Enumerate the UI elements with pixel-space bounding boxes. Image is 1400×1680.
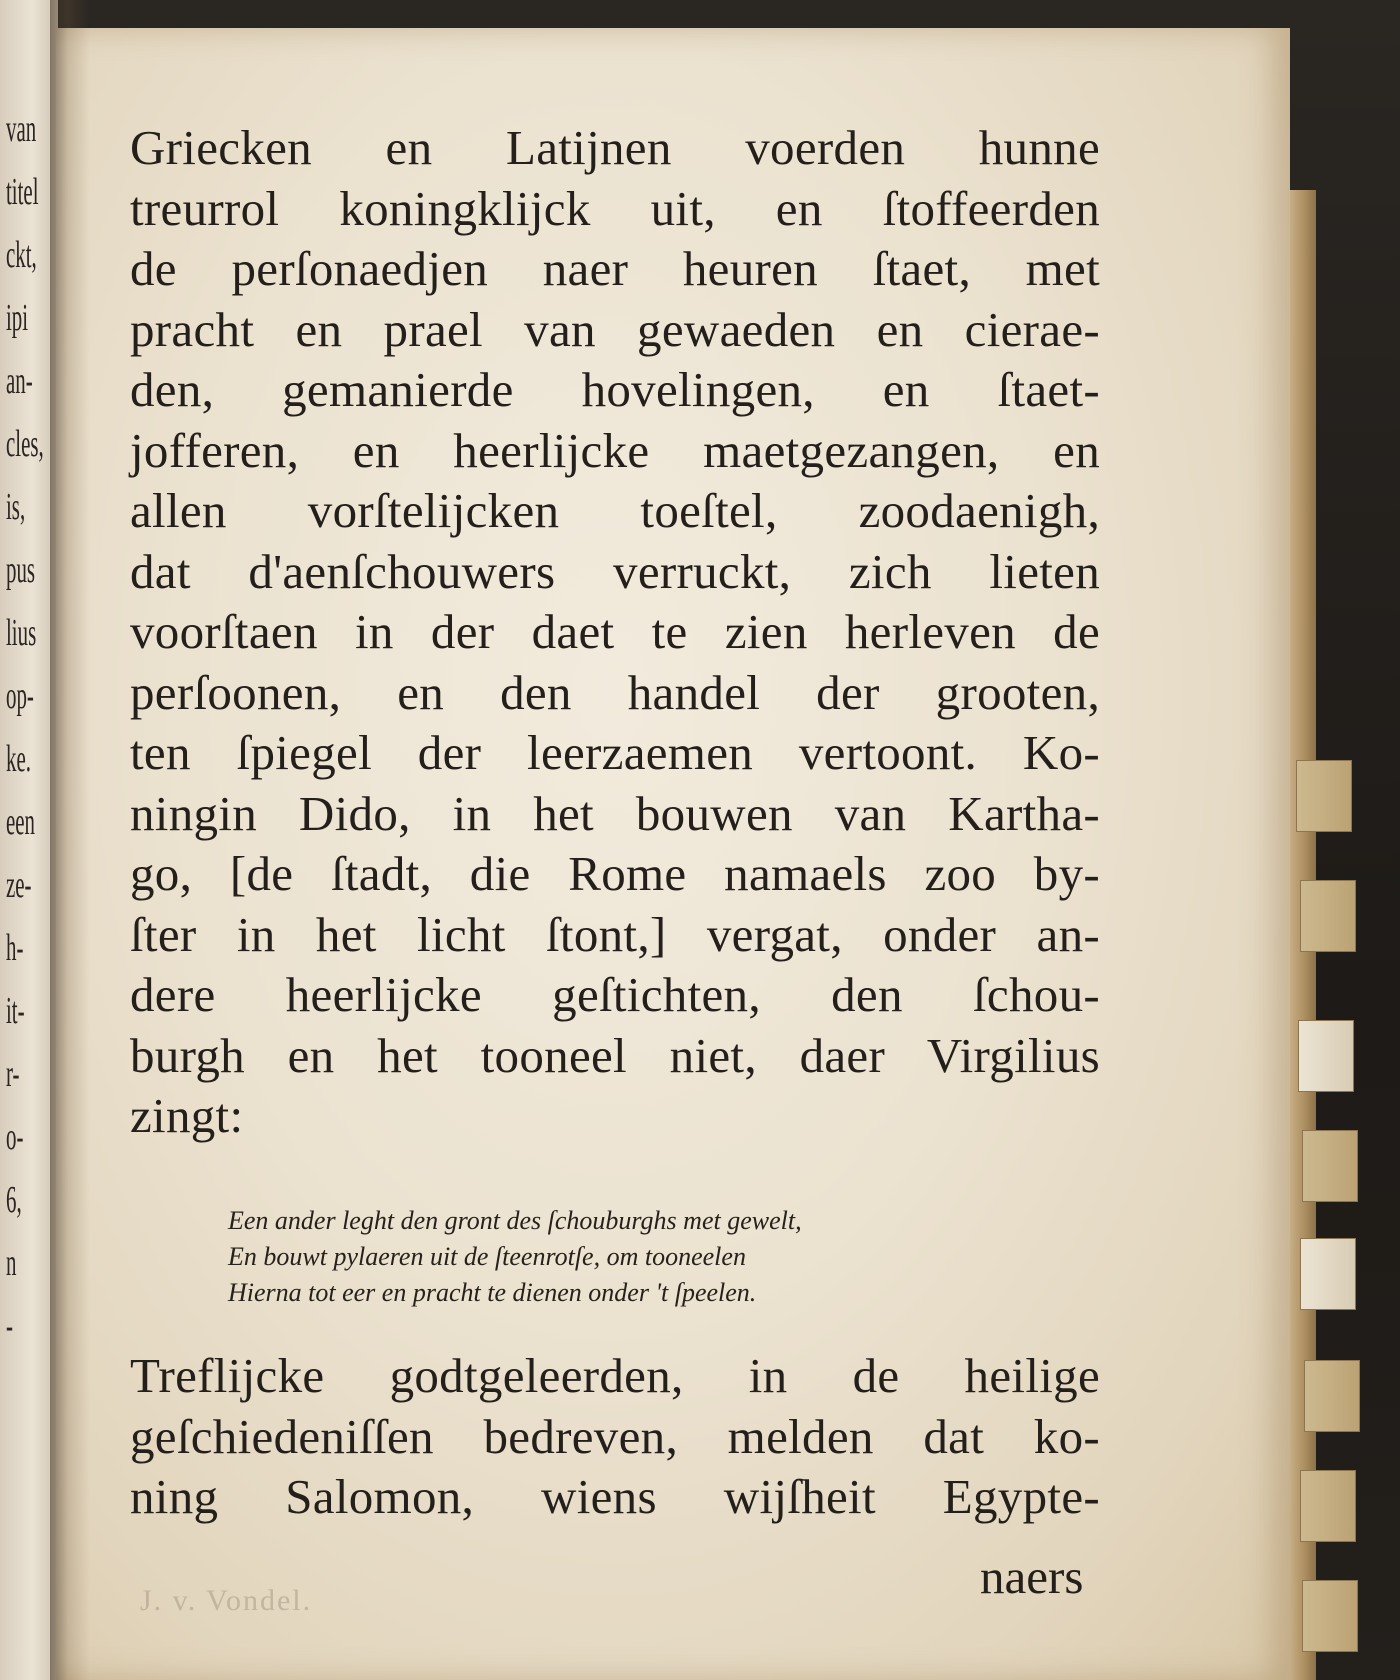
left-page-fragment: n (6, 1242, 17, 1284)
left-page-fragment: ckt, (6, 234, 37, 276)
page-tab (1302, 1580, 1358, 1652)
bleed-through-text: J. v. Vondel. (140, 1584, 313, 1617)
left-page-fragment: an- (6, 360, 33, 402)
text-line: de perſonaedjen naer heuren ſtaet, met (130, 241, 1100, 296)
left-page-fragment: it- (6, 990, 25, 1032)
left-page-fragment: ke. (6, 738, 31, 780)
text-line: ten ſpiegel der leerzaemen vertoont. Ko- (130, 725, 1100, 780)
left-page-fragment: h- (6, 927, 24, 969)
text-line: allen vorſtelijcken toeſtel, zoodaenigh, (130, 483, 1100, 538)
continuation-paragraph (130, 1346, 1100, 1528)
verse-line: Een ander leght den gront des ſchouburghs met gewelt, (228, 1206, 802, 1235)
verse-quotation (228, 1203, 802, 1311)
left-page-fragment: - (6, 1305, 13, 1347)
left-page-fragment: ze- (6, 864, 32, 906)
text-line: ning Salomon, wiens wijſheit Egypte- (130, 1469, 1100, 1524)
text-line: Treflijcke godtgeleerden, in de heilige (130, 1348, 1100, 1403)
text-line: treurrol koningklijck uit, en ſtoffeerden (130, 180, 1100, 236)
left-page-fragment: o- (6, 1116, 24, 1158)
catchword: naers (980, 1549, 1084, 1604)
verse-line: En bouwt pylaeren uit de ſteenrotſe, om tooneelen (228, 1242, 746, 1271)
left-page-fragment: r- (6, 1053, 20, 1095)
left-page-fragment: cles, (6, 423, 44, 465)
left-page-fragment: ipi (6, 297, 29, 339)
text-line: ningin Dido, in het bouwen van Kartha- (130, 785, 1100, 841)
page-tab (1300, 1238, 1356, 1310)
left-page-fragment: titel (6, 171, 39, 213)
text-line: ſter in het licht ſtont,] vergat, onder an- (130, 906, 1100, 962)
text-line: dere heerlijcke geſtichten, den ſchou- (130, 967, 1100, 1022)
left-facing-page (0, 0, 58, 1680)
page-tab (1300, 880, 1356, 952)
text-line: zingt: (130, 1088, 244, 1143)
left-page-fragment: is, (6, 486, 26, 528)
text-line: perſoonen, en den handel der grooten, (130, 664, 1100, 720)
page-tab (1304, 1360, 1360, 1432)
text-line: dat d'aenſchouwers verruckt, zich lieten (130, 543, 1100, 599)
left-page-fragment: op- (6, 675, 34, 717)
text-line: go, [de ſtadt, die Rome namaels zoo by- (130, 846, 1100, 901)
main-paragraph (130, 118, 1100, 1147)
text-line: jofferen, en heerlijcke maetgezangen, en (130, 422, 1100, 478)
text-line: den, gemanierde hovelingen, en ſtaet- (130, 362, 1100, 417)
text-line: pracht en prael van gewaeden en cierae- (130, 301, 1100, 357)
left-page-fragment: lius (6, 612, 37, 654)
text-line: Griecken en Latijnen voerden hunne (130, 120, 1100, 175)
page-tab (1302, 1130, 1358, 1202)
text-line: geſchiedeniſſen bedreven, melden dat ko- (130, 1408, 1100, 1464)
page-tab (1296, 760, 1352, 832)
text-line: voorſtaen in der daet te zien herleven de (130, 604, 1100, 659)
page-tab (1300, 1470, 1356, 1542)
left-page-fragment: pus (6, 549, 36, 591)
text-line: burgh en het tooneel niet, daer Virgilius (130, 1027, 1100, 1083)
left-page-fragment: van (6, 108, 37, 150)
left-page-fragment: 6, (6, 1179, 22, 1221)
page-tab (1298, 1020, 1354, 1092)
left-page-fragment: een (6, 801, 36, 843)
verse-line: Hierna tot eer en pracht te dienen onder 't ſpeelen. (228, 1278, 757, 1307)
